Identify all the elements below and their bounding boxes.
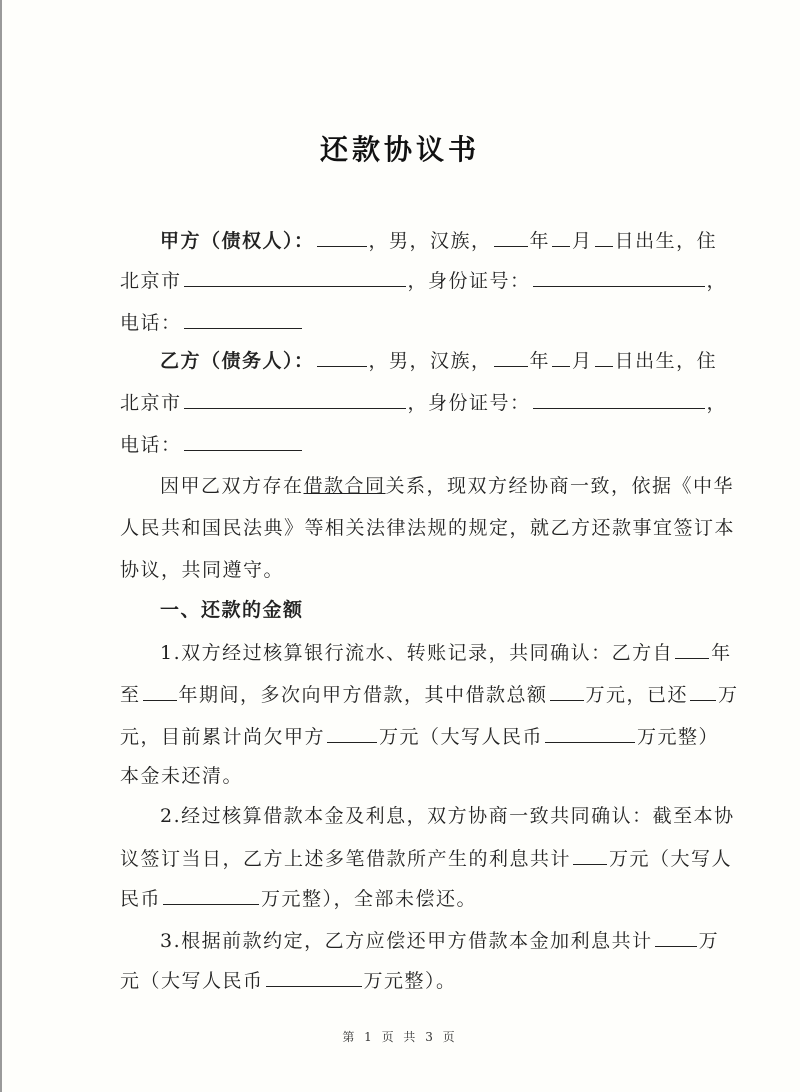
party-b-year-field[interactable] bbox=[494, 348, 528, 367]
party-a-phone-label: 电话： bbox=[120, 312, 182, 334]
clause-1-owed-uppercase-field[interactable] bbox=[545, 724, 635, 743]
party-b-line-3 bbox=[120, 432, 690, 457]
clause-1-text: 年 bbox=[711, 642, 732, 664]
party-b-line-1 bbox=[120, 348, 730, 373]
party-b-year-label: 年 bbox=[529, 350, 551, 372]
clause-1-owed-field[interactable] bbox=[327, 724, 377, 743]
clause-3-total-uppercase-field[interactable] bbox=[266, 968, 362, 987]
party-b-label: 乙方（债务人）： bbox=[160, 350, 315, 372]
clause-3-text: 元（大写人民币 bbox=[120, 970, 264, 992]
page-number-footer: 第 1 页 共 3 页 bbox=[342, 1030, 458, 1044]
clause-2-text: 议签订当日，乙方上述多笔借款所产生的利息共计 bbox=[120, 848, 572, 870]
clause-3-total-field[interactable] bbox=[655, 928, 697, 947]
document-title: 还款协议书 bbox=[319, 133, 480, 166]
clause-1-text: 1.双方经过核算银行流水、转账记录，共同确认：乙方自 bbox=[160, 642, 674, 664]
preamble-line-3: 协议，共同遵守。 bbox=[120, 559, 285, 581]
clause-2-line-2 bbox=[120, 846, 733, 871]
party-a-month-label: 月 bbox=[572, 230, 593, 252]
clause-2-text: 民币 bbox=[120, 888, 162, 910]
party-b-comma: ， bbox=[706, 392, 728, 414]
party-a-month-field[interactable] bbox=[552, 228, 570, 247]
party-b-phone-label: 电话： bbox=[120, 434, 182, 456]
party-b-month-label: 月 bbox=[572, 350, 593, 372]
preamble-line-1 bbox=[120, 474, 735, 498]
clause-2-text: 万元整），全部未偿还。 bbox=[261, 888, 478, 910]
party-b-city: 北京市 bbox=[120, 392, 182, 414]
section-1-heading: 一、还款的金额 bbox=[160, 599, 304, 621]
clause-1-text: 至 bbox=[120, 684, 141, 706]
clause-1-text: 元，目前累计尚欠甲方 bbox=[120, 726, 326, 748]
party-a-label: 甲方（债权人）： bbox=[160, 230, 315, 252]
preamble-text: 因甲乙双方存在 bbox=[160, 475, 304, 497]
clause-1-repaid-field[interactable] bbox=[690, 682, 716, 701]
preamble-line-2: 人民共和国民法典》等相关法律法规的规定，就乙方还款事宜签订本 bbox=[120, 517, 736, 539]
party-b-address-field[interactable] bbox=[184, 390, 406, 409]
party-a-birth-label: 日出生，住 bbox=[614, 230, 718, 252]
party-a-day-field[interactable] bbox=[595, 228, 613, 247]
party-a-line-3 bbox=[120, 310, 690, 335]
clause-1-text: 万元整） bbox=[637, 726, 720, 748]
clause-1-text: 万 bbox=[718, 684, 739, 706]
party-b-day-field[interactable] bbox=[595, 348, 613, 367]
party-a-address-field[interactable] bbox=[184, 268, 406, 287]
party-b-phone-field[interactable] bbox=[184, 432, 302, 451]
clause-1-text: 万元（大写人民币 bbox=[379, 726, 544, 748]
clause-1-text: 年期间，多次向甲方借款，其中借款总额 bbox=[178, 684, 548, 706]
preamble-text: 关系，现双方经协商一致，依据《中华 bbox=[385, 475, 735, 497]
clause-2-interest-field[interactable] bbox=[573, 846, 607, 865]
party-a-id-label: ，身份证号： bbox=[407, 270, 531, 292]
clause-2-text: 万元（大写人 bbox=[609, 848, 733, 870]
party-a-name-field[interactable] bbox=[317, 228, 367, 247]
party-b-id-label: ，身份证号： bbox=[407, 392, 531, 414]
clause-1-end-year-field[interactable] bbox=[143, 682, 177, 701]
loan-contract-underlined: 借款合同 bbox=[303, 475, 386, 497]
party-a-id-field[interactable] bbox=[533, 268, 705, 287]
clause-2-line-3 bbox=[120, 886, 690, 911]
clause-1-line-1 bbox=[120, 640, 730, 665]
party-a-line-1 bbox=[120, 228, 730, 253]
party-b-line-2 bbox=[120, 390, 728, 415]
party-a-phone-field[interactable] bbox=[184, 310, 302, 329]
clause-1-text: 万元，已还 bbox=[585, 684, 689, 706]
clause-1-start-year-field[interactable] bbox=[675, 640, 709, 659]
party-b-id-field[interactable] bbox=[533, 390, 705, 409]
clause-3-text: 万 bbox=[698, 930, 720, 952]
party-b-month-field[interactable] bbox=[552, 348, 570, 367]
clause-2-interest-uppercase-field[interactable] bbox=[163, 886, 259, 905]
party-a-city: 北京市 bbox=[120, 270, 182, 292]
party-a-comma: ， bbox=[706, 270, 728, 292]
clause-3-line-1 bbox=[120, 928, 730, 953]
party-a-gender: ，男，汉族， bbox=[368, 230, 492, 252]
party-a-year-label: 年 bbox=[529, 230, 551, 252]
party-b-gender: ，男，汉族， bbox=[368, 350, 492, 372]
clause-3-text: 万元整）。 bbox=[363, 970, 457, 992]
clause-1-line-3 bbox=[120, 724, 720, 749]
clause-2-line-1: 2.经过核算借款本金及利息，双方协商一致共同确认：截至本协 bbox=[160, 805, 735, 827]
clause-1-line-2 bbox=[120, 682, 739, 707]
party-b-name-field[interactable] bbox=[317, 348, 367, 367]
party-a-year-field[interactable] bbox=[494, 228, 528, 247]
clause-3-line-2 bbox=[120, 968, 690, 993]
party-b-birth-label: 日出生，住 bbox=[614, 350, 718, 372]
clause-3-text: 3.根据前款约定，乙方应偿还甲方借款本金加利息共计 bbox=[160, 930, 653, 952]
clause-1-line-4: 本金未还清。 bbox=[120, 765, 244, 787]
clause-1-total-loan-field[interactable] bbox=[550, 682, 584, 701]
party-a-line-2 bbox=[120, 268, 728, 293]
